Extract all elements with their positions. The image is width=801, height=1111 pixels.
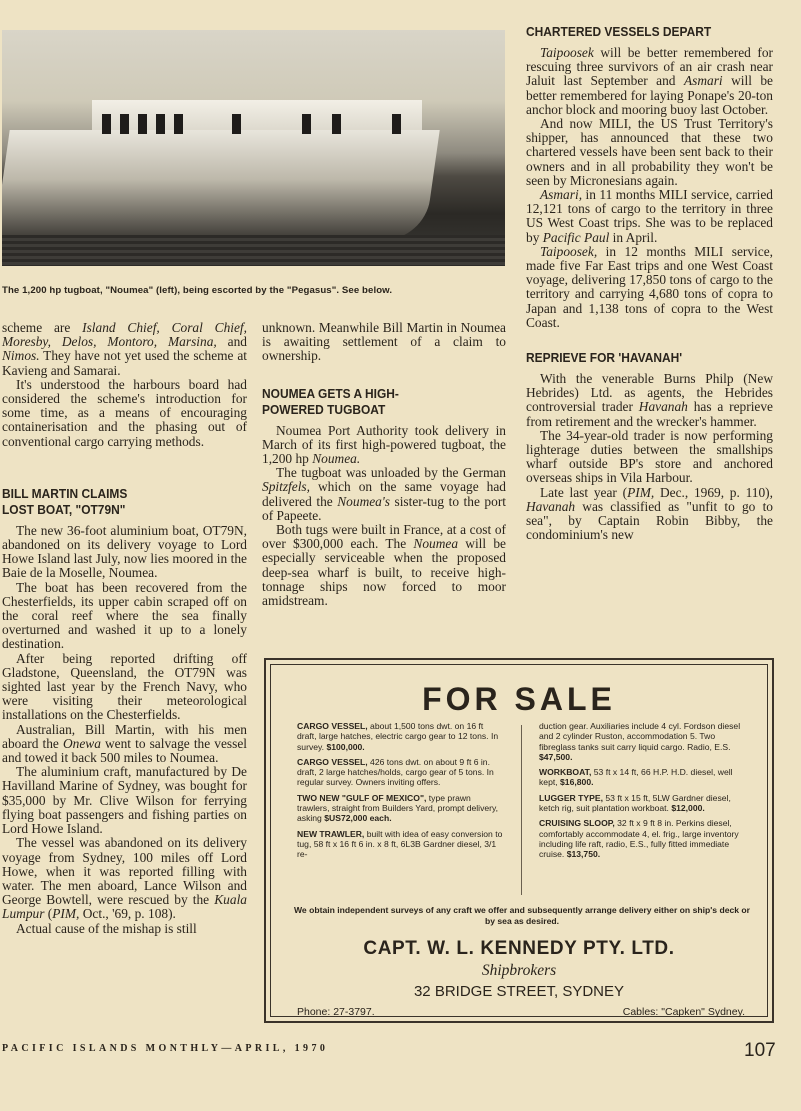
paragraph: It's understood the harbours board had considered the scheme's introduction for some time, as a means of encouraging containerisation and the phasing out of conventional cargo carrying methods. [2,376,247,449]
paragraph: The new 36-foot aluminium boat, OT79N, abandoned on its delivery voyage to Lord Howe Island last July, now lies moored in the Baie de la Moselle, Noumea. [2,522,247,581]
listing: CARGO VESSEL, 426 tons dwt. on about 9 ft 6 in. draft, 2 large hatches/holds, cargo gear of 5 tons. In regular survey. Owners inviting offers. [297,756,494,788]
ad-phone: Phone: 27-3797. [297,1006,375,1018]
ad-listings-right [539,721,745,865]
paragraph: After being reported drifting off Gladstone, Queensland, the OT79N was sighted last year by the French Navy, who were visiting their meteorological installations on the Chesterfields. [2,650,247,723]
paragraph: And now MILI, the US Trust Territory's shipper, has announced that these two chartered vessels have been sent back to their owners and in all probability they won't be seen by Micronesians again. [526,116,773,188]
ad-note: We obtain independent surveys of any craft we offer and subsequently arrange delivery either on ship's deck or by sea as desired. [293,905,751,926]
listing: WORKBOAT, 53 ft x 14 ft, 66 H.P. H.D. diesel, well kept, $16,800. [539,767,733,788]
photo-caption: The 1,200 hp tugboat, "Noumea" (left), being escorted by the "Pegasus". See below. [2,285,393,296]
article-heading: LOST BOAT, "OT79N" [2,501,126,517]
article-heading: CHARTERED VESSELS DEPART [526,24,712,39]
listing: CARGO VESSEL, about 1,500 tons dwt. on 16 ft draft, large hatches, electric cargo gear to 12 tons. In survey. $100,000. [297,721,499,752]
paragraph: unknown. Meanwhile Bill Martin in Noumea is awaiting settlement of a claim to ownership. [262,320,506,364]
for-sale-advertisement [264,658,774,1023]
article-heading: BILL MARTIN CLAIMS [2,485,128,501]
ad-address: 32 BRIDGE STREET, SYDNEY [413,983,625,1000]
ad-listings-left [297,721,503,865]
listing: CRUISING SLOOP, 32 ft x 9 ft 8 in. Perkins diesel, comfortably accommodate 4, el. frig., large inventory including life raft, radio, E.S., fully fitted immediate cruise. $13,750. [539,818,739,860]
middle-column: unknown. Meanwhile Bill Martin in Noumea is awaiting settlement of a claim to ownership. NOUMEA GETS A HIGH- POWERED TUGBOAT Noumea Port Authority took delivery in March of its first high-powered tugboat, the 1,200 hp Noumea. The tugboat was unloaded by the German Spitzfels, which on the same voyage had delivered the Noumea's sister-tug to the port of Papeete. Both tugs were built in France, at a cost of over $300,000 each. The Noumea will be especially serviceable when the proposed deep-sea wharf is built, to receive high-tonnage ships now forced to moor amidstream. [262,320,507,609]
article-heading: NOUMEA GETS A HIGH- [262,385,399,401]
page-number: 107 [744,1040,776,1061]
ad-subtitle: Shipbrokers [481,962,557,979]
paragraph: The boat has been recovered from the Chesterfields, its upper cabin scraped off on the coral reef where the sea finally overturned and washed it up to a lonely destination. [2,579,247,652]
paragraph: The aluminium craft, manufactured by De Havilland Marine of Sydney, was bought for $35,000 by Mr. Clive Wilson for ferrying flying boat passengers and fishing parties on Lord Howe Island. [2,764,247,837]
paragraph: Actual cause of the mishap is still [16,920,197,936]
ad-cables: Cables: "Capken" Sydney. [622,1006,745,1018]
right-column: CHARTERED VESSELS DEPART Taipoosek will be better remembered for rescuing three survivors of an air crash near Jaluit last September and Asmari will be better remembered for laying Ponape's 20-ton anchor block and mooring buoy last October. And now MILI, the US Trust Territory's shipper, has announced that these two chartered vessels have been sent back to their owners and in all probability they won't be seen by Micronesians again. Asmari, in 11 months MILI service, carried 12,121 tons of cargo to the territory in three US West Coast trips. She was to be replaced by Pacific Paul in April. Taipoosek, in 12 months MILI service, made five Far East trips and one West Coast voyage, delivering 17,850 tons of cargo to the territory and carrying 4,680 tons of copra to Japan and 1,138 tons of copra to the West Coast. REPRIEVE FOR 'HAVANAH' With the venerable Burns Philp (New Hebrides) Ltd. as agents, the Hebrides controversial trader Havanah has a reprieve from retirement and the wrecker's hammer. The 34-year-old trader is now performing lighterage duties between the smallships wharf outside BP's store and anchored overseas ships in Vila Harbour. Late last year (PIM, Dec., 1969, p. 110), Havanah was classified as "unfit to go to sea", by Captain Robin Bibby, the condominium's new [526,24,773,543]
left-column: scheme are Island Chief, Coral Chief, Moresby, Delos, Montoro, Marsina, and Nimos. They have not yet used the scheme at Kavieng and Samarai. It's understood the harbours board had considered the scheme's introduction for some time, as a means of encouraging containerisation and the phasing out of conventional cargo carrying methods. BILL MARTIN CLAIMS LOST BOAT, "OT79N" The new 36-foot aluminium boat, OT79N, abandoned on its delivery voyage to Lord Howe Island last July, now lies moored in the Baie de la Moselle, Noumea. The boat has been recovered from the Chesterfields, its upper cabin scraped off on the coral reef where the sea finally overturned and washed it up to a lonely destination. After being reported drifting off Gladstone, Queensland, the OT79N was sighted last year by the French Navy, who were visiting their meteorological installations on the Chesterfields. Australian, Bill Martin, with his men aboard the Onewa went to salvage the vessel and towed it back 500 miles to Noumea. The aluminium craft, manufactured by De Havilland Marine of Sydney, was bought for $35,000 by Mr. Clive Wilson for ferrying flying boat passengers and fishing parties on Lord Howe Island. The vessel was abandoned on its delivery voyage from Sydney, 100 miles off Lord Howe, when it was reported filling with water. The men aboard, Lance Wilson and George Bowtell, were rescued by the Kuala Lumpur (PIM, Oct., '69, p. 108). Actual cause of the mishap is still [2,320,247,936]
listing: duction gear. Auxiliaries include 4 cyl. Fordson diesel and 2 cylinder Ruston, accommodation 5. Two fibreglass tanks suit carry liquid cargo. Radio, E.S. $47,500. [539,721,741,762]
paragraph: The 34-year-old trader is now performing lighterage duties between the smallships wharf outside BP's store and anchored overseas ships in Vila Harbour. [526,427,773,486]
ad-divider [521,725,522,895]
ad-company-name: CAPT. W. L. KENNEDY PTY. LTD. [363,938,675,959]
running-footer: PACIFIC ISLANDS MONTHLY—APRIL, 1970 [2,1043,329,1054]
article-heading: POWERED TUGBOAT [262,401,386,417]
article-heading: REPRIEVE FOR 'HAVANAH' [526,350,683,366]
listing: TWO NEW "GULF OF MEXICO", type prawn trawlers, straight from Builders Yard, prompt delivery, asking $US72,000 each. [297,792,499,824]
listing: LUGGER TYPE, 53 ft x 15 ft, 5LW Gardner diesel, ketch rig, suit plantation workboat. $12,000. [539,792,731,814]
listing: NEW TRAWLER, built with idea of easy conversion to tug, 58 ft x 16 ft 6 in. x 8 ft, 6L3B Gardner diesel, 3/1 re- [297,828,503,860]
tugboat-photo [2,30,505,266]
ad-title: FOR SALE [422,681,616,717]
